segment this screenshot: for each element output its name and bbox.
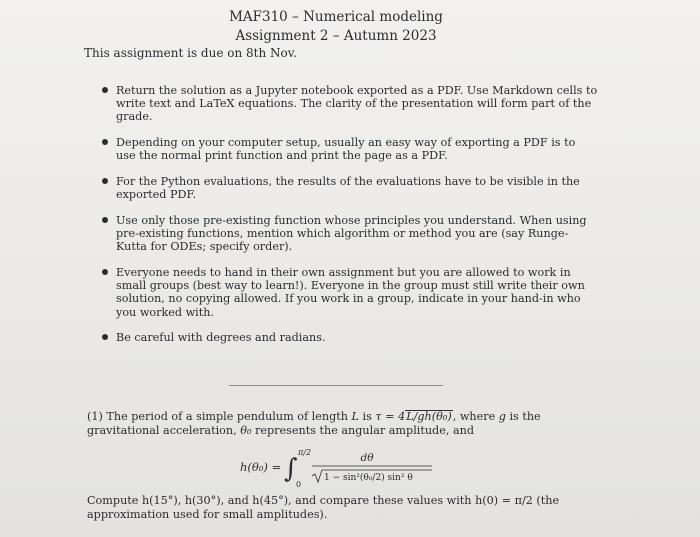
- bullet-icon: [102, 269, 108, 275]
- fraction-numerator: dθ: [360, 452, 374, 464]
- course-title: MAF310 – Numerical modeling: [229, 9, 443, 25]
- integral-sign-icon: ∫: [284, 454, 298, 484]
- list-item: [100, 331, 598, 344]
- problem-text-is: is: [362, 410, 372, 423]
- integral-lower-limit: 0: [296, 480, 302, 489]
- list-item: [100, 266, 598, 319]
- list-item-text: Depending on your computer setup, usually an easy way of exporting a PDF is to use the normal print function and print the page as a PDF.: [116, 136, 576, 163]
- bullet-icon: [102, 334, 108, 340]
- section-divider: [229, 385, 443, 386]
- g-symbol: g: [498, 410, 506, 423]
- formula-lhs: h(θ₀) =: [240, 460, 282, 474]
- due-date-note: This assignment is due on 8th Nov.: [84, 46, 297, 60]
- list-item-text: Return the solution as a Jupyter notebook exported as a PDF. Use Markdown cells to write text and LaTeX equations. The clarity of the presentation will form part of the grade.: [116, 84, 598, 124]
- instructions-list: [100, 84, 598, 357]
- list-item-text: Be careful with degrees and radians.: [116, 331, 326, 345]
- list-item: [100, 84, 598, 124]
- list-item-text: For the Python evaluations, the results of the evaluations have to be visible in the exported PDF.: [116, 175, 580, 202]
- problem-text-a: The period of a simple pendulum of length: [106, 410, 348, 423]
- list-item-text: Use only those pre-existing function whose principles you understand. When using pre-existing functions, mention which algorithm or method you are (say Runge-Kutta for ODEs; specify order).: [116, 213, 587, 254]
- integral-formula: [240, 445, 440, 489]
- integral-upper-limit: π/2: [298, 448, 312, 457]
- tau-expression: τ = 4: [375, 410, 406, 423]
- list-item-text: Everyone needs to hand in their own assignment but you are allowed to work in small groups (best way to learn!). Everyone in the group must still write their own solution, no copying allowed. If you work in a group, indicate in your hand-in who you worked with.: [116, 266, 585, 319]
- problem-text-b: , where: [452, 410, 496, 423]
- problem-text-c: is the gravitational acceleration,: [87, 410, 541, 437]
- compute-instruction: Compute h(15°), h(30°), and h(45°), and compare these values with h(0) = π/2 (the approximation used for small amplitudes).: [87, 494, 560, 521]
- problem-text-d: represents the angular amplitude, and: [255, 424, 474, 437]
- problem-statement: [87, 410, 595, 438]
- bullet-icon: [102, 139, 108, 145]
- theta0-symbol: θ₀: [240, 424, 252, 437]
- bullet-icon: [102, 87, 108, 93]
- fraction-denominator: 1 − sin²(θ₀/2) sin² θ: [324, 473, 413, 483]
- list-item: [100, 214, 598, 254]
- list-item: [100, 136, 598, 162]
- assignment-title: Assignment 2 – Autumn 2023: [235, 28, 437, 44]
- sqrt-expression: L/gh(θ₀): [406, 410, 452, 423]
- list-item: [100, 175, 598, 201]
- length-symbol: L: [351, 410, 359, 423]
- problem-number: (1): [87, 410, 103, 423]
- bullet-icon: [102, 217, 108, 223]
- bullet-icon: [102, 178, 108, 184]
